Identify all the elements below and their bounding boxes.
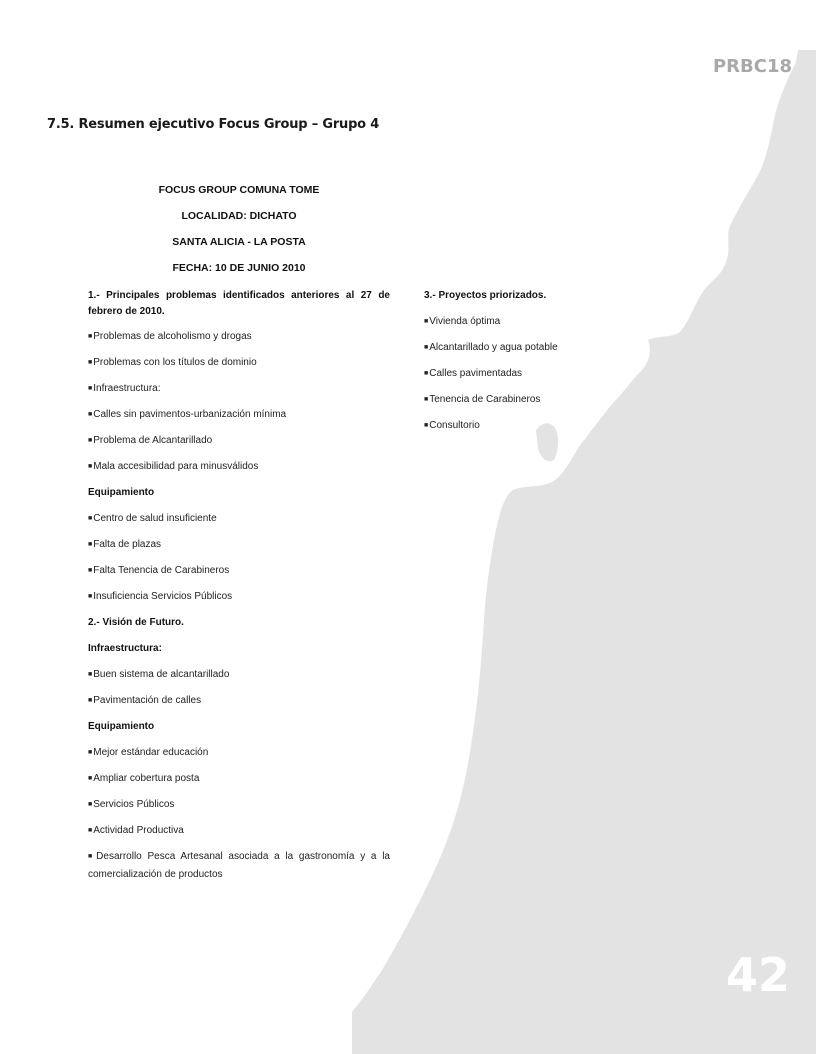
bullet-icon: ■ xyxy=(88,801,93,808)
bullet-icon: ■ xyxy=(88,853,96,860)
list-item xyxy=(424,366,604,392)
list-item-text: Falta de plazas xyxy=(93,539,162,550)
bullet-icon: ■ xyxy=(424,318,429,325)
list-item xyxy=(424,340,604,366)
locality-line: LOCALIDAD: DICHATO xyxy=(181,210,297,222)
sector-line: SANTA ALICIA - LA POSTA xyxy=(172,236,306,248)
list-item xyxy=(88,329,390,355)
bullet-icon: ■ xyxy=(88,749,93,756)
list-item-text: Mala accesibilidad para minusválidos xyxy=(93,461,259,472)
list-item xyxy=(88,745,390,771)
list-item xyxy=(88,381,390,407)
bullet-icon: ■ xyxy=(88,593,93,600)
bullet-icon: ■ xyxy=(88,697,93,704)
bullet-icon: ■ xyxy=(424,344,429,351)
list-item xyxy=(88,693,390,719)
bullet-icon: ■ xyxy=(424,422,429,429)
equipment-heading: Equipamiento xyxy=(88,721,155,732)
list-item-text: Centro de salud insuficiente xyxy=(93,513,217,524)
bullet-icon: ■ xyxy=(88,567,93,574)
bullet-icon: ■ xyxy=(88,515,93,522)
bullet-icon: ■ xyxy=(424,396,429,403)
bullet-icon: ■ xyxy=(88,775,93,782)
list-item-text: Problemas de alcoholismo y drogas xyxy=(93,331,252,342)
equipment-heading: Equipamiento xyxy=(88,487,155,498)
list-item-text: Servicios Públicos xyxy=(93,799,175,810)
list-item xyxy=(88,797,390,823)
list-item-text: Infraestructura: xyxy=(93,383,161,394)
page-number: 42 xyxy=(725,948,790,1002)
focus-group-header xyxy=(88,182,390,286)
list-item xyxy=(88,537,390,563)
list-item-text: Vivienda óptima xyxy=(429,316,501,327)
list-item xyxy=(424,314,604,340)
list-item xyxy=(88,667,390,693)
mainland-shape xyxy=(352,0,816,1054)
list-item-text: Calles sin pavimentos-urbanización mínima xyxy=(93,409,287,420)
list-item-text: Tenencia de Carabineros xyxy=(429,394,541,405)
bullet-icon: ■ xyxy=(88,437,93,444)
list-item-text: Problema de Alcantarillado xyxy=(93,435,213,446)
list-item xyxy=(88,433,390,459)
vision-heading: 2.- Visión de Futuro. xyxy=(88,617,184,628)
list-item xyxy=(424,418,604,444)
list-item xyxy=(424,392,604,418)
bullet-icon: ■ xyxy=(88,359,93,366)
document-code: PRBC18 xyxy=(712,56,792,77)
list-item xyxy=(88,459,390,485)
bullet-icon: ■ xyxy=(88,671,93,678)
bullet-icon: ■ xyxy=(424,370,429,377)
list-item-text: Pavimentación de calles xyxy=(93,695,202,706)
section-title: 7.5. Resumen ejecutivo Focus Group – Grupo 4 xyxy=(47,117,380,132)
bullet-icon: ■ xyxy=(88,463,93,470)
focus-group-title: FOCUS GROUP COMUNA TOME xyxy=(158,184,320,196)
list-item-text: Buen sistema de alcantarillado xyxy=(93,669,230,680)
list-item xyxy=(88,589,390,615)
date-line: FECHA: 10 DE JUNIO 2010 xyxy=(172,262,306,274)
bullet-icon: ■ xyxy=(88,333,93,340)
list-item-text: Actividad Productiva xyxy=(93,825,184,836)
projects-heading: 3.- Proyectos priorizados. xyxy=(424,290,547,301)
list-item-text: Insuficiencia Servicios Públicos xyxy=(93,591,233,602)
problems-heading: 1.- Principales problemas identificados anteriores al 27 de febrero de 2010. xyxy=(88,290,390,317)
list-item-text: Falta Tenencia de Carabineros xyxy=(93,565,230,576)
infrastructure-heading: Infraestructura: xyxy=(88,643,162,654)
list-item xyxy=(88,848,390,884)
list-item xyxy=(88,563,390,589)
list-item-text: Consultorio xyxy=(429,420,480,431)
bullet-icon: ■ xyxy=(88,541,93,548)
list-item-text: Calles pavimentadas xyxy=(429,368,523,379)
list-item-text: Alcantarillado y agua potable xyxy=(429,342,558,353)
right-column xyxy=(424,288,604,444)
left-column xyxy=(88,288,390,884)
list-item xyxy=(88,355,390,381)
bullet-icon: ■ xyxy=(88,411,93,418)
list-item-text: Ampliar cobertura posta xyxy=(93,773,200,784)
list-item xyxy=(88,511,390,537)
bullet-icon: ■ xyxy=(88,385,93,392)
list-item xyxy=(88,823,390,849)
bullet-icon: ■ xyxy=(88,827,93,834)
list-item xyxy=(88,407,390,433)
list-item-text: Mejor estándar educación xyxy=(93,747,209,758)
list-item-text: Problemas con los títulos de dominio xyxy=(93,357,257,368)
list-item xyxy=(88,771,390,797)
list-item-text: Desarrollo Pesca Artesanal asociada a la gastronomía y a la comercialización de productos xyxy=(88,851,390,880)
